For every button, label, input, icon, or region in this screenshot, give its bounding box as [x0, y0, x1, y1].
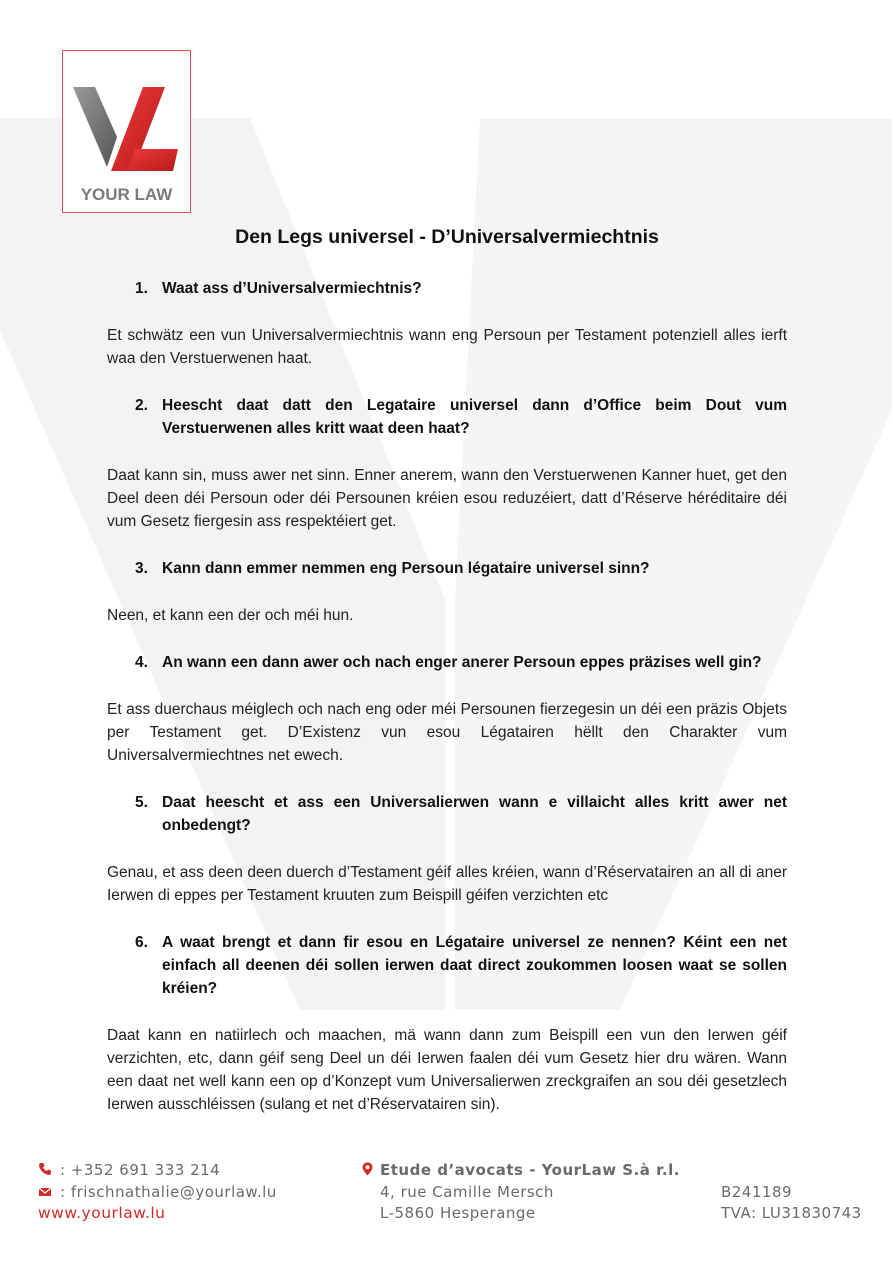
question-text: Kann dann emmer nemmen eng Persoun légataire universel sinn? [162, 560, 650, 577]
question-1 [135, 277, 787, 300]
city-address: L-5860 Hesperange [380, 1204, 536, 1222]
page-footer [0, 1158, 892, 1258]
question-number: 3. [135, 560, 148, 577]
company-logo [62, 50, 191, 213]
answer-1: Et schwätz een vun Universalvermiechtnis wann eng Persoun per Testament potenziell alles ierft waa den Verstuerwenen haat. [107, 327, 787, 367]
question-number: 2. [135, 397, 148, 414]
question-number: 1. [135, 280, 148, 297]
answer-3: Neen, et kann een der och méi hun. [107, 607, 354, 624]
question-2 [135, 394, 787, 440]
answer-4: Et ass duerchaus méiglech och nach eng oder méi Persounen fierzegesin un déi een präzis Objets per Testament get. D’Existenz vun esou Légatairen hëllt den Charakter vum Universalvermiechtnes net ewech. [107, 701, 787, 764]
yl-logo-mark-icon [73, 77, 181, 177]
question-3 [135, 557, 787, 580]
question-6 [135, 931, 787, 1000]
footer-email [38, 1183, 277, 1201]
question-text: A waat brengt et dann fir esou en Légataire universel ze nennen? Kéint een net einfach all deenen déi sollen ierwen daat direct zoukommen loosen waat se sollen kréien? [162, 934, 787, 997]
registration-number: B241189 [721, 1183, 793, 1201]
question-number: 4. [135, 654, 148, 671]
phone-icon [38, 1162, 52, 1176]
question-5 [135, 791, 787, 837]
street-address: 4, rue Camille Mersch [380, 1183, 554, 1201]
question-4 [135, 651, 787, 674]
question-number: 5. [135, 794, 148, 811]
question-text: An wann een dann awer och nach enger anerer Persoun eppes präzises well gin? [162, 654, 762, 671]
firm-name: Etude d’avocats - YourLaw S.à r.l. [380, 1161, 680, 1179]
logo-text: YOUR LAW [80, 185, 173, 204]
question-text: Daat heescht et ass een Universalierwen wann e villaicht alles kritt awer net onbedengt? [162, 794, 787, 834]
question-text: Heescht daat datt den Legataire universel dann d’Office beim Dout vum Verstuerwenen alles kritt waat deen haat? [162, 397, 787, 437]
footer-phone [38, 1161, 220, 1179]
document-body [107, 226, 787, 1140]
mail-icon [38, 1186, 52, 1198]
question-text: Waat ass d’Universalvermiechtnis? [162, 280, 422, 297]
vat-number: TVA: LU31830743 [721, 1204, 862, 1222]
phone-number[interactable]: : +352 691 333 214 [60, 1161, 221, 1179]
page-title: Den Legs universel - D’Universalvermiechtnis [235, 226, 659, 248]
footer-firm [362, 1161, 680, 1179]
website-link[interactable]: www.yourlaw.lu [38, 1204, 166, 1222]
answer-5: Genau, et ass deen deen duerch d’Testament géif alles kréien, wann d’Réservatairen an all di aner Ierwen di eppes per Testament kruuten zum Beispill géifen verzichten etc [107, 864, 787, 904]
location-pin-icon [362, 1162, 373, 1176]
answer-2: Daat kann sin, muss awer net sinn. Enner anerem, wann den Verstuerwenen Kanner huet, get den Deel deen déi Persoun oder déi Persounen kréien esou reduzéiert, datt d’Réserve héréditaire déi vum Gesetz fiergesin ass respektéiert get. [107, 467, 787, 530]
question-number: 6. [135, 934, 148, 951]
email-address[interactable]: : frischnathalie@yourlaw.lu [60, 1183, 277, 1201]
answer-6: Daat kann en natiirlech och maachen, mä wann dann zum Beispill een vun den Ierwen géif verzichten, etc, dann géif seng Deel un déi Ierwen faalen déi vum Gesetz hier dru wären. Wann een daat net well kann een op d’Konzept vum Universalierwen zreckgraifen an sou déi gesetzlech Ierwen ausschléissen (sulang et net d’Réservatairen sin). [107, 1027, 787, 1113]
